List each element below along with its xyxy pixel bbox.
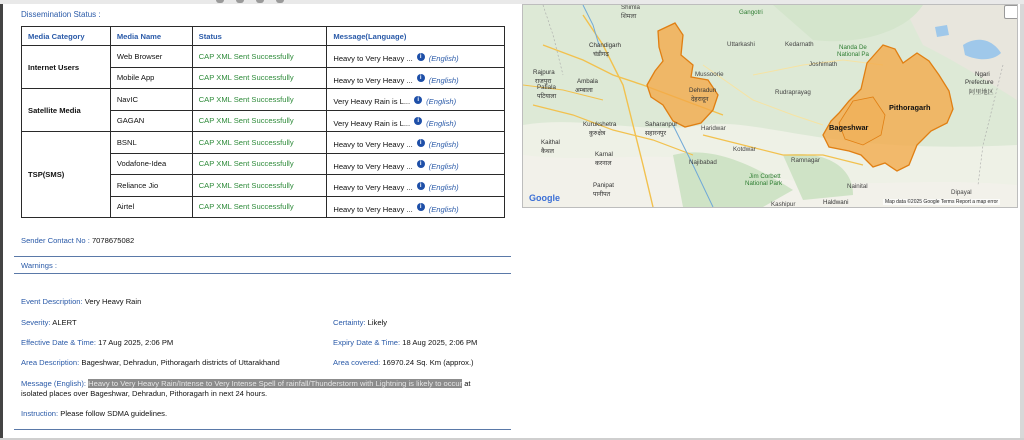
- message-preview: Very Heavy Rain is L...: [333, 118, 411, 128]
- map-label-nanda-devi-park: National Pa: [837, 51, 869, 58]
- info-icon[interactable]: i: [417, 74, 425, 82]
- map-label-shimla: Shimla: [621, 4, 640, 11]
- divider: [14, 429, 511, 430]
- message-preview: Very Heavy Rain is L...: [333, 97, 411, 106]
- map-label-gangotri: Gangotri: [739, 9, 763, 16]
- message-preview: Heavy to Very Heavy ...: [333, 183, 413, 192]
- instruction-value: Please follow SDMA guidelines.: [60, 409, 168, 418]
- map-label-joshimath: Joshimath: [809, 61, 838, 68]
- divider: [14, 273, 511, 274]
- media-name: Reliance Jio: [110, 175, 192, 197]
- map-label-patiala: Patiala: [537, 84, 556, 91]
- map-label-jim-corbett: Jim Corbett: [749, 173, 781, 180]
- language-link[interactable]: (English): [426, 97, 457, 106]
- certainty: [333, 318, 387, 327]
- map-label-kurukshetra: Kurukshetra: [583, 121, 617, 128]
- map-label-kaithal: Kaithal: [541, 139, 560, 146]
- divider: [14, 256, 511, 257]
- message-text-rest: at: [462, 379, 471, 388]
- category-satellite-media: Satellite Media: [22, 89, 111, 132]
- area-covered-value: 16970.24 Sq. Km (approx.): [382, 358, 474, 367]
- map-label-bageshwar: Bageshwar: [829, 123, 869, 132]
- window-left-edge: [0, 4, 3, 440]
- language-link[interactable]: (English): [426, 118, 457, 128]
- map-label-uttarkashi: Uttarkashi: [727, 41, 755, 48]
- map-label-nainital: Nainital: [847, 183, 868, 190]
- window-scrollbar[interactable]: [1020, 4, 1024, 440]
- info-icon[interactable]: i: [417, 53, 425, 61]
- map-label-rudraprayag: Rudraprayag: [775, 89, 811, 96]
- effective-value: 17 Aug 2025, 2:06 PM: [98, 338, 174, 347]
- expiry-label: Expiry Date & Time:: [333, 338, 401, 347]
- message-cell: [327, 89, 505, 111]
- area-covered: [333, 358, 474, 367]
- table-row: [22, 132, 505, 154]
- table-row: [22, 46, 505, 68]
- instruction-label: Instruction:: [21, 409, 59, 418]
- area-description-label: Area Description:: [21, 358, 80, 367]
- map-label-kotdwar: Kotdwar: [733, 146, 756, 153]
- message-english-line2: isolated places over Bageshwar, Dehradun, Pithoragarh in next 24 hours.: [21, 389, 268, 398]
- language-link[interactable]: (English): [428, 140, 459, 149]
- category-tsp-sms: TSP(SMS): [22, 132, 111, 218]
- media-name: Web Browser: [110, 46, 192, 68]
- tab-indicator: [276, 0, 284, 3]
- map-label-dehradun: Dehradun: [689, 87, 717, 94]
- status-text: CAP XML Sent Successfully: [192, 132, 327, 154]
- map-label-mussoorie: Mussoorie: [695, 71, 724, 78]
- status-text: CAP XML Sent Successfully: [192, 196, 327, 218]
- map-label-ramnagar: Ramnagar: [791, 157, 820, 164]
- map-label-panipat: Panipat: [593, 182, 614, 189]
- map-label-dehradun-hi: देहरादून: [691, 96, 709, 103]
- table-row: [22, 89, 505, 111]
- media-name: GAGAN: [110, 110, 192, 132]
- header-media-name: Media Name: [110, 27, 192, 46]
- message-cell: [327, 110, 505, 132]
- status-text: CAP XML Sent Successfully: [192, 175, 327, 197]
- map-label-ngari: Ngari: [975, 71, 990, 78]
- dissemination-table: [21, 26, 505, 218]
- status-text: CAP XML Sent Successfully: [192, 67, 327, 89]
- certainty-value: Likely: [367, 318, 388, 327]
- status-text: CAP XML Sent Successfully: [192, 153, 327, 175]
- info-icon[interactable]: i: [417, 139, 425, 147]
- area-description: [21, 358, 280, 367]
- message-preview: Heavy to Very Heavy ...: [333, 161, 413, 171]
- event-description: [21, 297, 141, 306]
- map-label-saharanpur: Saharanpur: [645, 121, 678, 128]
- category-internet-users: Internet Users: [22, 46, 111, 89]
- table-header-row: [22, 27, 505, 46]
- map-label-chandigarh: Chandigarh: [589, 42, 621, 49]
- warnings-heading: [21, 261, 57, 270]
- map-label-chandigarh-hi: चंडीगढ़: [593, 51, 609, 58]
- status-text: CAP XML Sent Successfully: [192, 89, 327, 111]
- message-english: [21, 379, 471, 388]
- severity-value: ALERT: [52, 318, 77, 327]
- tab-indicator: [216, 0, 224, 3]
- map-label-haldwani: Haldwani: [823, 199, 849, 206]
- message-preview: Heavy to Very Heavy ...: [333, 75, 413, 85]
- tab-indicator: [256, 0, 264, 3]
- warnings-label: Warnings :: [21, 261, 58, 270]
- message-cell: [327, 67, 505, 89]
- dissemination-status-title: Dissemination Status :: [21, 10, 101, 19]
- map-label-ngari-zh: 阿里地区: [969, 89, 994, 96]
- google-logo: Google: [529, 193, 560, 203]
- message-label: Message (English):: [21, 379, 86, 388]
- message-preview: Heavy to Very Heavy ...: [333, 54, 413, 63]
- map-label-haridwar: Haridwar: [701, 125, 726, 132]
- map-label-ambala: Ambala: [577, 78, 598, 85]
- map-label-panipat-hi: पानीपत: [593, 191, 611, 198]
- info-icon[interactable]: i: [414, 96, 422, 104]
- language-link[interactable]: (English): [428, 204, 459, 214]
- effective-date-time: [21, 338, 173, 347]
- language-link[interactable]: (English): [428, 161, 459, 171]
- message-cell: [327, 132, 505, 154]
- map-label-prefecture: Prefecture: [965, 79, 994, 86]
- message-preview: Heavy to Very Heavy ...: [333, 140, 413, 149]
- alert-area-map[interactable]: [522, 4, 1018, 208]
- map-label-pithoragarh: Pithoragarh: [889, 103, 931, 112]
- sender-contact-label: Sender Contact No :: [21, 236, 90, 245]
- map-label-najibabad: Najibabad: [689, 159, 717, 166]
- message-cell: [327, 46, 505, 68]
- map-label-kashipur: Kashipur: [771, 201, 796, 208]
- info-icon[interactable]: i: [417, 160, 425, 168]
- map-label-rajpura-hi: राजपुरा: [535, 78, 552, 85]
- media-name: BSNL: [110, 132, 192, 154]
- status-text: CAP XML Sent Successfully: [192, 110, 327, 132]
- info-icon[interactable]: i: [417, 203, 425, 211]
- map-label-kaithal-hi: कैथल: [541, 148, 554, 155]
- event-description-label: Event Description:: [21, 297, 83, 306]
- map-label-saharanpur-hi: सहारनपुर: [645, 130, 667, 137]
- instruction: [21, 409, 167, 418]
- event-description-value: Very Heavy Rain: [84, 297, 142, 306]
- map-label-ambala-hi: अम्बाला: [575, 87, 593, 94]
- header-message-language: Message(Language): [327, 27, 505, 46]
- map-label-shimla-hi: शिमला: [621, 13, 637, 20]
- fullscreen-button[interactable]: [1004, 5, 1018, 19]
- info-icon[interactable]: i: [417, 182, 425, 190]
- map-label-dipayal: Dipayal: [951, 189, 972, 196]
- info-icon[interactable]: i: [414, 117, 422, 125]
- message-cell: [327, 175, 505, 197]
- certainty-label: Certainty:: [333, 318, 366, 327]
- expiry-value: 18 Aug 2025, 2:06 PM: [402, 338, 478, 347]
- map-label-karnal: Karnal: [595, 151, 613, 158]
- media-name: Airtel: [110, 196, 192, 218]
- effective-label: Effective Date & Time:: [21, 338, 96, 347]
- status-text: CAP XML Sent Successfully: [192, 46, 327, 68]
- sender-contact-value: 7078675082: [91, 236, 135, 245]
- language-link[interactable]: (English): [428, 54, 459, 63]
- map-label-kedarnath: Kedarnath: [785, 41, 814, 48]
- header-media-category: Media Category: [22, 27, 111, 46]
- header-status: Status: [192, 27, 327, 46]
- area-covered-label: Area covered:: [333, 358, 381, 367]
- message-preview: Heavy to Very Heavy ...: [333, 204, 413, 214]
- message-cell: [327, 153, 505, 175]
- media-name: NavIC: [110, 89, 192, 111]
- expiry-date-time: [333, 338, 477, 347]
- media-name: Vodafone-Idea: [110, 153, 192, 175]
- severity-label: Severity:: [21, 318, 51, 327]
- map-label-kurukshetra-hi: कुरुक्षेत्र: [589, 130, 606, 137]
- media-name: Mobile App: [110, 67, 192, 89]
- message-cell: [327, 196, 505, 218]
- map-attribution[interactable]: Map data ©2025 Google Terms Report a map error: [885, 199, 999, 205]
- message-selected-text[interactable]: Heavy to Very Heavy Rain/Intense to Very Intense Spell of rainfall/Thunderstorm with Lightning is likely to occur: [88, 379, 463, 388]
- map-label-karnal-hi: करनाल: [595, 160, 612, 167]
- language-link[interactable]: (English): [428, 75, 459, 85]
- map-label-nanda-devi: Nanda De: [839, 44, 867, 51]
- area-description-value: Bageshwar, Dehradun, Pithoragarh districts of Uttarakhand: [81, 358, 280, 367]
- map-label-rajpura: Rajpura: [533, 69, 555, 76]
- sender-contact: [21, 236, 134, 245]
- severity: [21, 318, 77, 327]
- map-label-patiala-hi: पटियाला: [537, 93, 557, 100]
- map-label-jim-corbett-park: National Park: [745, 180, 783, 187]
- language-link[interactable]: (English): [428, 183, 459, 192]
- tab-indicator: [236, 0, 244, 3]
